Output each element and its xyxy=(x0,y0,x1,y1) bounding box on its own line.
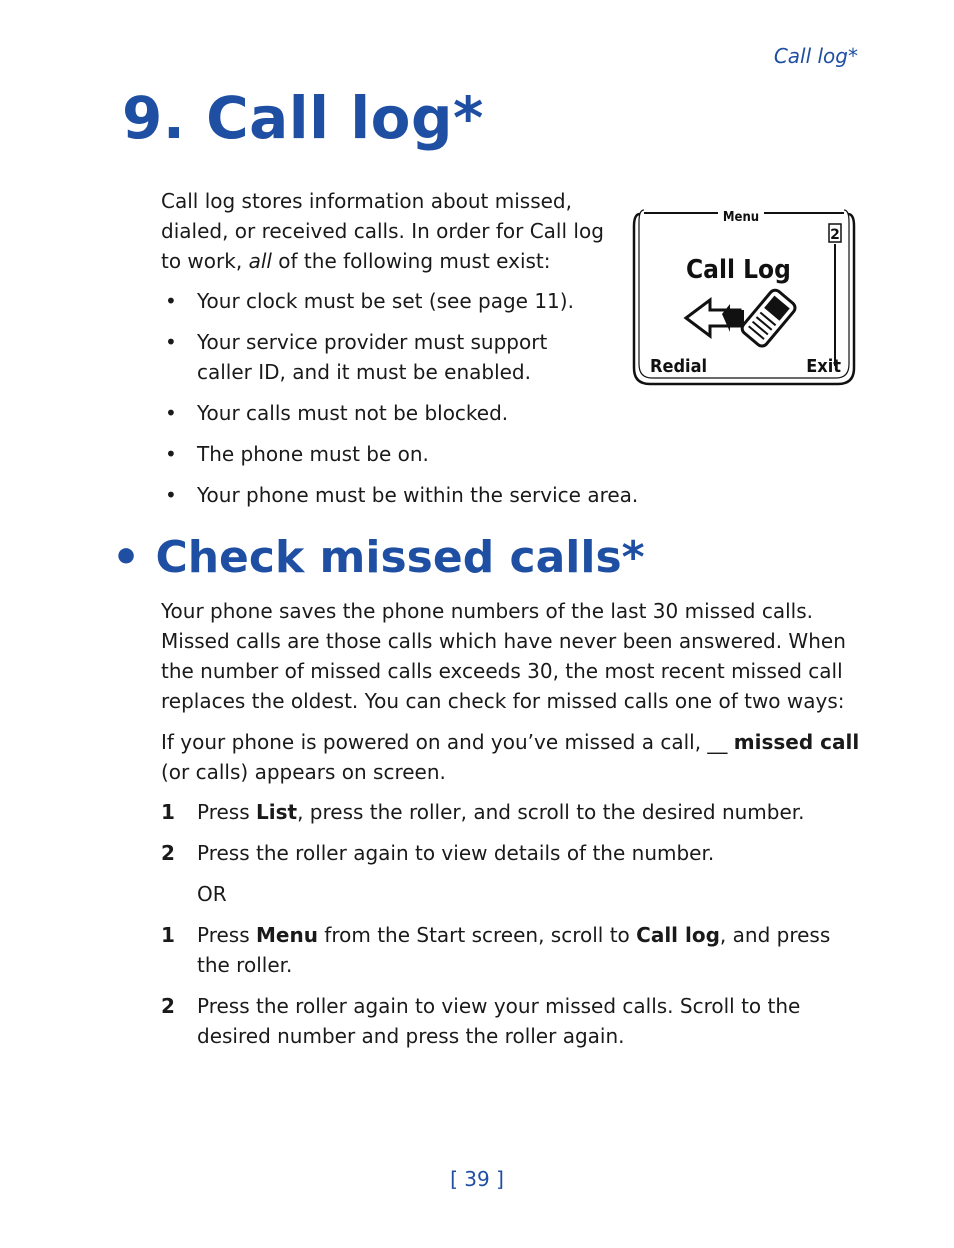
intro-text-a: Call log stores information about missed, dialed, or received calls. In order for Call log to work, xyxy=(161,189,604,273)
step-item xyxy=(161,991,861,1051)
list-item-text: Your phone must be within the service area. xyxy=(197,483,639,507)
step-number: 1 xyxy=(161,923,175,947)
step-text-post: , press the roller, and scroll to the desired number. xyxy=(297,800,805,824)
step-number: 1 xyxy=(161,800,175,824)
method-one-steps xyxy=(161,797,861,879)
bullet-icon: • xyxy=(165,401,177,425)
menu-label: Menu xyxy=(722,210,760,225)
bullet-icon: • xyxy=(165,330,177,354)
step-number: 2 xyxy=(161,994,175,1018)
list-item xyxy=(161,327,597,387)
step-text-post: , and press the roller. xyxy=(197,923,831,977)
running-header: Call log* xyxy=(773,44,858,68)
requirements-list xyxy=(161,286,641,521)
step-text: Press the roller again to view details of the number. xyxy=(197,841,715,865)
intro-emphasis: all xyxy=(248,249,272,273)
bullet-icon: • xyxy=(165,483,177,507)
list-term: List xyxy=(256,800,298,824)
call-log-arrow-phone-icon xyxy=(686,288,797,349)
intro-text-b: of the following must exist: xyxy=(271,249,551,273)
section-paragraph: Your phone saves the phone numbers of the last 30 missed calls. Missed calls are those calls which have never been answered. When the number of missed calls exceeds 30, the most recent missed call replaces the oldest. You can check for missed calls one of two ways: xyxy=(161,599,846,713)
step-text: Press the roller again to view your missed calls. Scroll to the desired number and press the roller again. xyxy=(197,994,801,1048)
list-item xyxy=(161,480,641,510)
section-title: • Check missed calls* xyxy=(112,532,645,583)
missed-call-term: missed call xyxy=(733,730,860,754)
intro-paragraph xyxy=(161,186,611,276)
list-item xyxy=(161,286,597,316)
paragraph-text-a: If your phone is powered on and you’ve missed a call, __ xyxy=(161,730,734,754)
phone-screen-illustration xyxy=(630,196,858,392)
list-item-text: Your service provider must support caller ID, and it must be enabled. xyxy=(197,330,548,384)
menu-term: Menu xyxy=(256,923,318,947)
step-text-mid: from the Start screen, scroll to xyxy=(317,923,637,947)
or-separator: OR xyxy=(197,882,227,906)
list-item xyxy=(161,398,641,428)
step-text-pre: Press xyxy=(197,800,256,824)
exit-softkey: Exit xyxy=(806,356,841,377)
missed-call-paragraph xyxy=(161,727,861,787)
item-number: 2 xyxy=(830,227,840,243)
list-item-text: Your clock must be set (see page 11). xyxy=(197,289,574,313)
call-log-term: Call log xyxy=(636,923,720,947)
phone-screen-frame xyxy=(630,196,858,392)
list-item-text: Your calls must not be blocked. xyxy=(197,401,509,425)
list-item xyxy=(161,439,641,469)
bullet-icon: • xyxy=(165,289,177,313)
step-text-pre: Press xyxy=(197,923,256,947)
paragraph-text-b: (or calls) appears on screen. xyxy=(161,760,446,784)
step-item xyxy=(161,797,861,827)
bullet-icon: • xyxy=(165,442,177,466)
chapter-title: 9. Call log* xyxy=(122,84,484,152)
screen-title: Call Log xyxy=(686,255,791,285)
list-item-text: The phone must be on. xyxy=(197,442,429,466)
method-two-steps xyxy=(161,920,861,1062)
step-item xyxy=(161,920,861,980)
step-number: 2 xyxy=(161,841,175,865)
step-item xyxy=(161,838,861,868)
redial-softkey: Redial xyxy=(650,356,708,377)
page-number: [ 39 ] xyxy=(450,1167,504,1191)
